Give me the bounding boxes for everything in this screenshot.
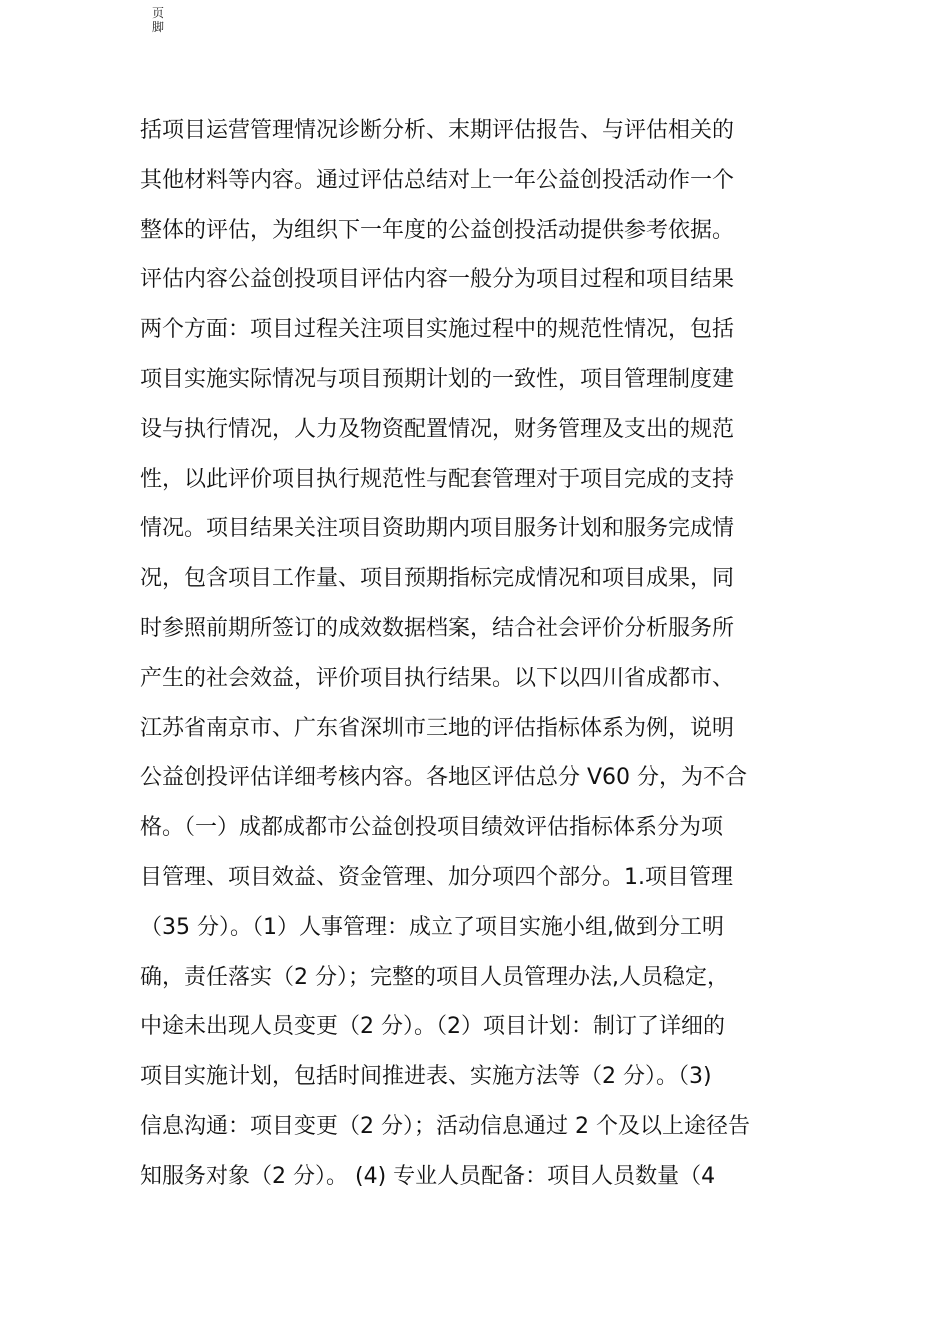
text-line: （35 分）。（1）人事管理：成立了项目实施小组,做到分工明 [140, 914, 724, 940]
body-text [140, 106, 830, 1202]
text-line: 江苏省南京市、广东省深圳市三地的评估指标体系为例，说明 [140, 715, 735, 741]
text-line: 中途未出现人员变更（2 分）。（2）项目计划：制订了详细的 [140, 1014, 725, 1040]
text-line: 设与执行情况，人力及物资配置情况，财务管理及支出的规范 [140, 416, 735, 442]
text-line: 情况。项目结果关注项目资助期内项目服务计划和服务完成情 [140, 516, 735, 542]
text-line: 两个方面：项目过程关注项目实施过程中的规范性情况，包括 [140, 317, 735, 343]
text-line: 目管理、项目效益、资金管理、加分项四个部分。1.项目管理 [140, 864, 733, 890]
text-line: 知服务对象（2 分）。 (4) 专业人员配备：项目人员数量（4 [140, 1163, 716, 1189]
text-line: 性，以此评价项目执行规范性与配套管理对于项目完成的支持 [140, 466, 735, 492]
footer-label-char-1: 页 [151, 6, 164, 20]
text-line: 项目实施实际情况与项目预期计划的一致性，项目管理制度建 [140, 366, 735, 392]
text-line: 整体的评估，为组织下一年度的公益创投活动提供参考依据。 [140, 217, 735, 243]
text-line: 其他材料等内容。通过评估总结对上一年公益创投活动作一个 [140, 167, 735, 193]
text-line: 时参照前期所签订的成效数据档案，结合社会评价分析服务所 [140, 615, 735, 641]
text-line: 格。（一）成都成都市公益创投项目绩效评估指标体系分为项 [140, 815, 724, 841]
page-footer-label [149, 6, 167, 34]
text-line: 信息沟通：项目变更（2 分）；活动信息通过 2 个及以上途径告 [140, 1113, 750, 1139]
text-line: 评估内容公益创投项目评估内容一般分为项目过程和项目结果 [140, 267, 735, 293]
text-line: 产生的社会效益，评价项目执行结果。以下以四川省成都市、 [140, 665, 735, 691]
text-line: 确，责任落实（2 分）；完整的项目人员管理办法,人员稳定， [140, 964, 729, 990]
text-line: 况，包含项目工作量、项目预期指标完成情况和项目成果，同 [140, 566, 735, 592]
text-line: 括项目运营管理情况诊断分析、末期评估报告、与评估相关的 [140, 118, 735, 143]
footer-label-char-2: 脚 [151, 20, 164, 34]
text-line: 公益创投评估详细考核内容。各地区评估总分 V60 分，为不合 [140, 765, 748, 791]
text-line: 项目实施计划，包括时间推进表、实施方法等（2 分）。（3) [140, 1064, 712, 1090]
